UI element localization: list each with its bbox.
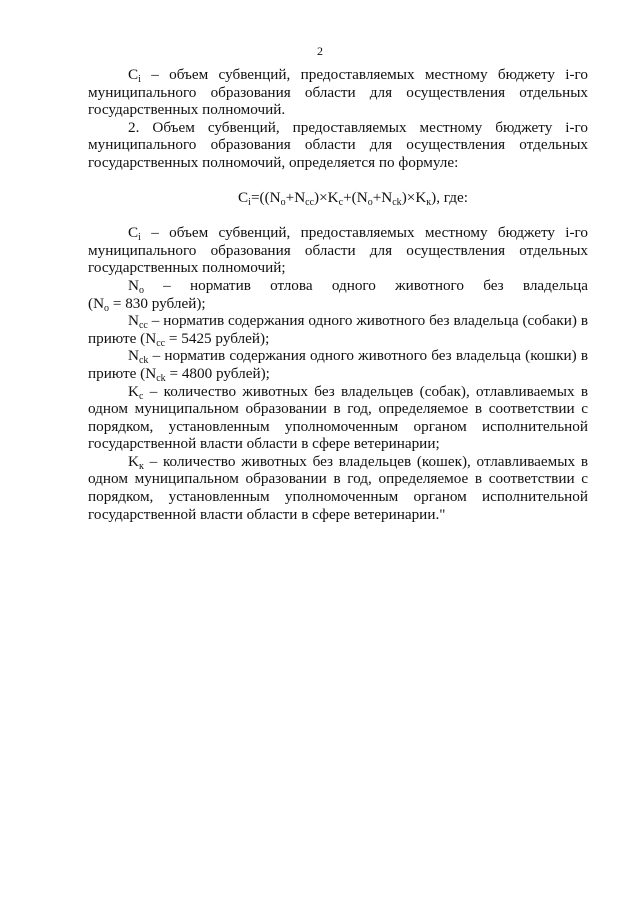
paragraph-kk-definition: $K_к$ – количество животных без владельцев (кошек), отлавливаемых в одном муниципальном образовании в год, определяемое в соответствии с порядком, установленным уполномоченным органом исполнительной государственной власти области в сфере ветеринарии." bbox=[88, 452, 588, 523]
paragraph-ci-definition-1: $C_i$ – объем субвенций, предоставляемых местному бюджету i-го муниципального образования области для осуществления отдельных государственных полномочий. bbox=[88, 66, 588, 119]
document-body bbox=[88, 66, 588, 523]
paragraph-nck-definition: $N_{ck}$ – норматив содержания одного животного без владельца (кошки) в приюте ($N_{ck} = 4800$ рублей); bbox=[88, 347, 588, 384]
subvention-formula: $C_i=((N_o+N_{cc})\times K_c+(N_o+N_{ck})\times K_к)$, где: bbox=[238, 188, 468, 208]
paragraph-kc-definition: $K_c$ – количество животных без владельцев (собак), отлавливаемых в одном муниципальном образовании в год, определяемое в соответствии с порядком, установленным уполномоченным органом исполнительной государственной власти области в сфере ветеринарии; bbox=[88, 382, 588, 453]
paragraph-no-definition: $N_o$ – норматив отлова одного животного без владельца ($N_o = 830$ рублей); bbox=[88, 276, 588, 314]
paragraph-subvention-formula-intro: 2. Объем субвенций, предоставляемых местному бюджету i-го муниципального образования области для осуществления отдельных государственных полномочий, определяется по формуле: bbox=[88, 118, 588, 171]
paragraph-ci-definition-2: $C_i$ – объем субвенций, предоставляемых местному бюджету i-го муниципального образования области для осуществления отдельных государственных полномочий; bbox=[88, 224, 588, 277]
paragraph-ncc-definition: $N_{cc}$ – норматив содержания одного животного без владельца (собаки) в приюте ($N_{cc} = 5425$ рублей); bbox=[88, 312, 588, 349]
page-number: 2 bbox=[317, 44, 323, 58]
